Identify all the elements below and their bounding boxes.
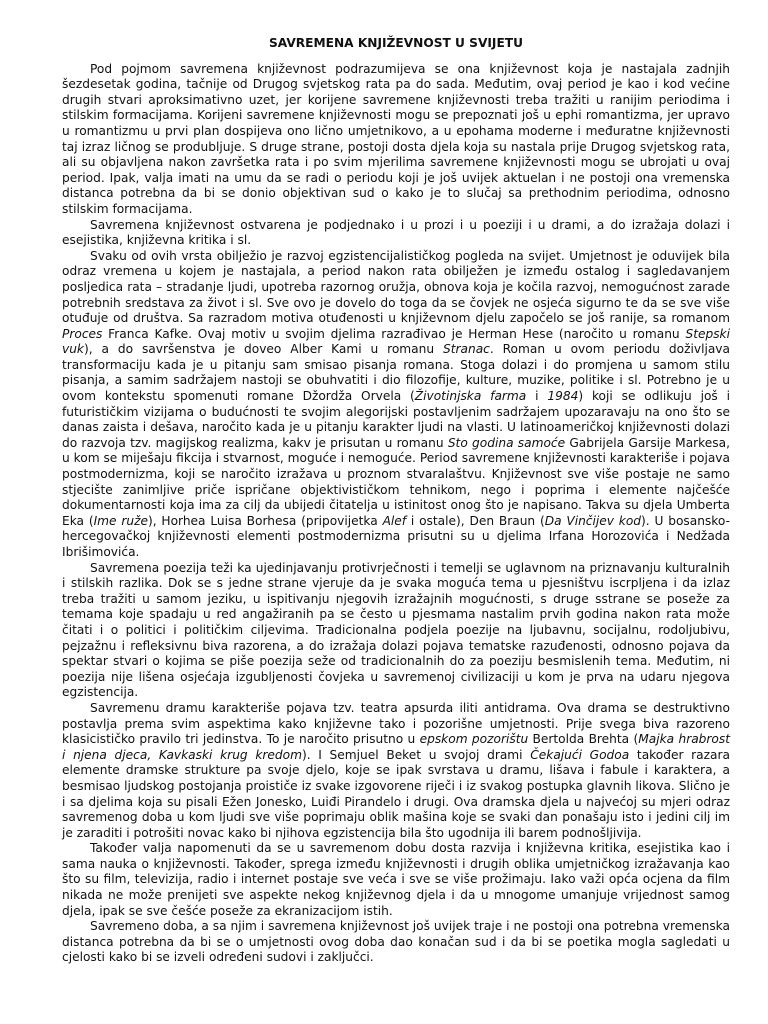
italic-text: epskom pozorištu bbox=[419, 732, 529, 747]
paragraph-text: Gabrijela Garsije Markesa, u kom se miješaju fikcija i stvarnost, moguće i nemoguće. Period savremene književnosti karakteriše i pojava postmodernizma, koji se naročito izražava u proznom stvaralaštvu. Književnost sve više postaje ne samo stjecište zanimljive priče ispričane objektivističkom tehnikom, nego i poprima i elemente najčešće dokumentarnosti koja ima za cilj da ubijedi čitatelja u istinitost onog što je napisano. Takva su djela Umberta Eka ( bbox=[62, 435, 730, 528]
paragraph bbox=[62, 62, 730, 218]
paragraph-text: . Roman u ovom periodu doživljava transformaciju kada je u pitanju sam smisao pisanja romana. Stoga dolazi i do promjena u samom stilu pisanja, a samim sadržajem nastoji se obuhvatiti i dio filozofije, kulture, muzike, politike i sl. Potrebno je u ovom kontekstu spomenuti romane Džordža Orvela ( bbox=[62, 342, 730, 404]
paragraph-text: ). U bosansko-hercegovačkoj književnosti elementi postmodernizma prisutni su u djelima Irfana Horozovića i Nedžada Ibrišimovića. bbox=[62, 513, 730, 559]
italic-text: Ime ruže bbox=[93, 513, 148, 528]
paragraph bbox=[62, 249, 730, 561]
paragraph-text: ). I Semjuel Beket u svojoj drami bbox=[301, 747, 531, 762]
paragraph-text: Bertolda Brehta ( bbox=[528, 732, 639, 747]
document-title: SAVREMENA KNJIŽEVNOST U SVIJETU bbox=[268, 36, 523, 50]
paragraph-text: i ostale), Den Braun ( bbox=[406, 513, 545, 528]
italic-text: Majka hrabrost i njena djeca, Kavkaski krug kredom bbox=[62, 732, 730, 762]
italic-text: Stepski vuk bbox=[62, 326, 730, 357]
paragraph bbox=[62, 919, 730, 966]
paragraph-text: Savremenu dramu karakteriše pojava tzv. teatra apsurda iliti antidrama. Ova drama se destruktivno postavlja prema svim aspektima kako književne tako i pozorišne umjetnosti. Prije svega biva razoreno klasicističko pravilo tri jedinstva. To je naročito prisutno u bbox=[62, 700, 730, 747]
paragraph-text: ), a do savršenstva je doveo Alber Kami u romanu bbox=[84, 342, 443, 357]
paragraph-text: i bbox=[526, 389, 548, 404]
paragraph bbox=[62, 701, 730, 841]
paragraph-text: Također valja napomenuti da se u savremenom dobu dosta razvija i književna kritika, esejistika kao i sama nauka o književnosti. Također, sprega između književnosti i drugih oblika umjetničkog izražavanja kao što su film, televizija, radio i internet postaje sve veća i sve se više prožimaju. Iako važi opća ocjena da film nikada ne može prenijeti sve aspekte nekog književnog djela i da u mnogome umanjuje vrijednost samog djela, ipak se sve češće poseže za ekranizacijom istih. bbox=[62, 841, 730, 918]
italic-text: 1984 bbox=[547, 389, 579, 404]
italic-text: Sto godina samoće bbox=[447, 435, 566, 450]
paragraph-text: također razara elemente dramske strukture pa svoje djelo, koje se ipak svrstava u dramu, lišava i fabule i karaktera, a besmisao ljudskog postojanja proističe iz svake izgovorene riječi i iz svakog postupka glavnih likova. Slično je i sa djelima koja su pisali Ežen Jonesko, Luiđi Pirandelo i drugi. Ova dramska djela u najvećoj su mjeri odraz savremenog doba u kom ljudi sve više poprimaju oblik mašina koje se svaki dan ponašaju isto i jedini cilj im je zaraditi i potrošiti novac kako bi njihova egzistencija bila što ugodnija ili barem podnošljivija. bbox=[62, 747, 730, 840]
paragraph bbox=[62, 841, 730, 919]
document-body bbox=[62, 62, 730, 966]
paragraph-text: Svaku od ovih vrsta obilježio je razvoj egzistencijalističkog pogleda na svijet. Umjetnost je oduvijek bila odraz vremena u kojem je nastajala, a period nakon rata obilježen je između ostalog i sagledavanjem posljedica rata – stradanje ljudi, upotreba razornog oružja, obnova koja je kočila razvoj, nemogućnost zarade potrebnih sredstava za život i sl. Sve ovo je dovelo do toga da se čovjek ne osjeća sigurno te da se sve više otuđuje od društva. Sa razradom motiva otuđenosti u književnom djelu započelo se još ranije, sa romanom bbox=[62, 248, 730, 326]
paragraph-text: Savremena poezija teži ka ujedinjavanju protivrječnosti i temelji se uglavnom na priznavanju kulturalnih i stilskih razlika. Dok se s jedne strane vjeruje da je svaka moguća tema u pjesništvu iscrpljena i da izlaz treba tražiti u samom jeziku, u ispitivanju njegovih izražajnih mogućnosti, s druge sstrane se poseže za temama koje spadaju u red angažiranih pa se često u pjesmama nastalim prvih godina nakon rata može čitati i o politici i političkim ciljevima. Tradicionalna podjela poezije na ljubavnu, socijalnu, rodoljubivu, pejzažnu i refleksivnu biva razorena, a do izražaja dolazi pojava tematske razuđenosti, odnosno pojava da spektar stvari o kojima se piše poezija seže od tradicionalnih do za poeziju besmislenih tema. Međutim, ni poezija nije lišena osjećaja izgubljenosti čovjeka u savremenoj civilizaciji u kom je prva na udaru njegova egzistencija. bbox=[62, 560, 730, 700]
paragraph-text: Franca Kafke. Ovaj motiv u svojim djelima razrađivao je Herman Hese (naročito u romanu bbox=[102, 326, 686, 341]
paragraph-text: Pod pojmom savremena književnost podrazumijeva se ona književnost koja je nastajala zadnjih šezdesetak godina, tačnije od Drugog svjetskog rata pa do sada. Međutim, ovaj period je kao i kod većine drugih stvari aproksimativno uzet, jer korijene savremene književnosti treba tražiti u ranijim periodima i stilskim formacijama. Korijeni savremene književnosti mogu se prepoznati još u ephi romantizma, jer upravo u romantizmu u prvi plan dospijeva ono lično umjetnikovo, a u epohama moderne i međuratne književnosti taj izraz ličnog se produbljuje. S druge strane, postoji dosta djela koja su nastala prije Drugog svjetskog rata, ali su objavljena nakon završetka rata i po svim mjerilima savremene književnosti mogu se ubrojati u ovaj period. Ipak, valja imati na umu da se radi o periodu koji je još uvijek aktuelan i ne postoji ona vremenska distanca potrebna da bi se donio objektivan sud o kako je to slučaj sa prethodnim periodima, odnosno stilskim formacijama. bbox=[62, 61, 730, 216]
paragraph bbox=[62, 218, 730, 249]
italic-text: Životinjska farma bbox=[414, 389, 527, 404]
paragraph-text: ), Horhea Luisa Borhesa (pripovijetka bbox=[147, 513, 383, 528]
paragraph-text: Savremeno doba, a sa njim i savremena književnost još uvijek traje i ne postoji ona potrebna vremenska distanca potrebna da bi se o umjetnosti ovog doba dao konačan sud i da bi se poetika mogla sagledati u cjelosti kako bi se izveli određeni sudovi i zaključci. bbox=[62, 919, 730, 965]
italic-text: Čekajući Godoa bbox=[530, 747, 630, 762]
italic-text: Da Vinčijev kod bbox=[544, 513, 642, 528]
italic-text: Proces bbox=[62, 326, 103, 341]
paragraph-text: Savremena književnost ostvarena je podjednako i u prozi i u poeziji i u drami, a do izražaja dolazi i esejistika, književna kritika i sl. bbox=[62, 217, 730, 248]
paragraph-text: ) koji se odlikuju još i futurističkim vizijama o budućnosti te svojim alegorijski postavljenim sadržajem upozaravaju na ono što se danas zaista i dešava, naročito kada je u pitanju karakter ljudi na vlasti. U latinoameričkoj književnosti dolazi do razvoja tzv. magijskog realizma, kakv je prisutan u romanu bbox=[62, 389, 730, 450]
italic-text: Stranac bbox=[442, 342, 490, 357]
italic-text: Alef bbox=[382, 513, 407, 528]
document-page bbox=[62, 36, 730, 966]
paragraph bbox=[62, 561, 730, 701]
